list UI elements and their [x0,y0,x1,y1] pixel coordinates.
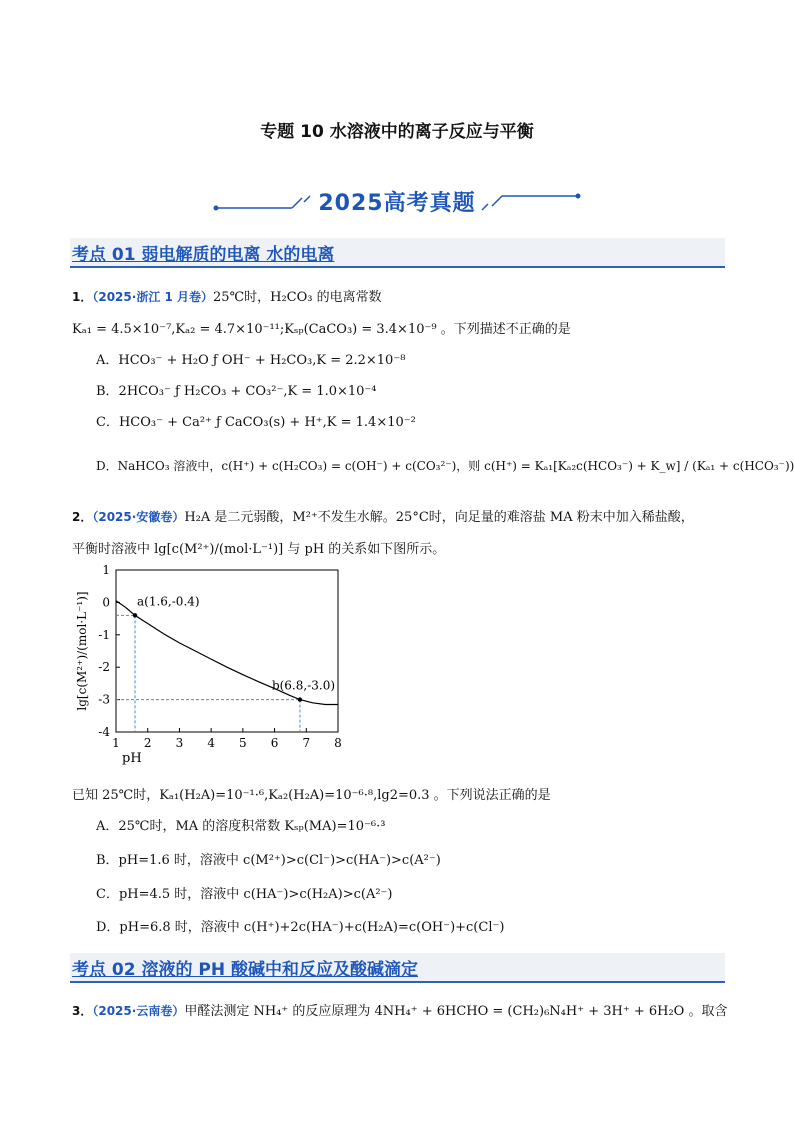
q3-stem [72,1000,727,1019]
section-title: 考点 01 弱电解质的电离 水的电离 [72,245,335,265]
x-tick-label: 6 [270,736,279,750]
question-source: （2025·安徽卷） [92,510,185,524]
q2-option-a: A．25℃时，MA 的溶度积常数 Kₛₚ(MA)=10⁻⁶·³ [96,819,386,834]
q2-stem-2: 平衡时溶液中 lg[c(M²⁺)/(mol·L⁻¹)] 与 pH 的关系如下图所示。 [72,542,446,557]
q1-option-d: D．NaHCO₃ 溶液中，c(H⁺) + c(H₂CO₃) = c(OH⁻) + c(CO₃²⁻)，则 c(H⁺) = Kₐ₁[Kₐ₂c(HCO₃⁻) + K_w] / (Kₐ₁ + c(HCO₃⁻)) [96,459,794,473]
q1-option-b: B．2HCO₃⁻ ƒ H₂CO₃ + CO₃²⁻,K = 1.0×10⁻⁴ [96,384,377,399]
x-axis-label: pH [122,751,142,766]
q1-stem-text: 25℃时，H₂CO₃ 的电离常数 [213,290,382,305]
banner-label: 2025高考真题 [318,191,476,216]
data-point [133,613,137,617]
q3-stem-text: 甲醛法测定 NH₄⁺ 的反应原理为 4NH₄⁺ + 6HCHO = (CH₂)₆N₄H⁺ + 3H⁺ + 6H₂O 。取含 [184,1004,728,1019]
question-source: （2025·云南卷） [92,1004,185,1018]
q2-stem-3: 已知 25℃时，Kₐ₁(H₂A)=10⁻¹·⁶,Kₐ₂(H₂A)=10⁻⁶·⁸,lg2=0.3 。下列说法正确的是 [72,788,551,803]
section-header-1 [70,238,725,268]
y-tick-label: 1 [102,563,110,577]
q1-option-a: A．HCO₃⁻ + H₂O ƒ OH⁻ + H₂CO₃,K = 2.2×10⁻⁸ [96,353,406,368]
question-number: 3． [72,1004,93,1018]
q2-option-c: C．pH=4.5 时，溶液中 c(HA⁻)>c(H₂A)>c(A²⁻) [96,887,393,902]
q2-option-b: B．pH=1.6 时，溶液中 c(M²⁺)>c(Cl⁻)>c(HA⁻)>c(A²⁻) [96,853,441,868]
q1-stem-2: Kₐ₁ = 4.5×10⁻⁷,Kₐ₂ = 4.7×10⁻¹¹;Kₛₚ(CaCO₃) = 3.4×10⁻⁹ 。下列描述不正确的是 [72,322,571,337]
q2-stem [72,506,694,525]
x-tick-label: 3 [175,736,184,750]
y-tick-label: -2 [98,660,110,675]
x-tick-label: 7 [302,736,311,750]
question-number: 2． [72,510,93,524]
x-tick-label: 8 [334,736,342,750]
q2-stem-text: H₂A 是二元弱酸，M²⁺不发生水解。25°C时，向足量的难溶盐 MA 粉末中加入稀盐酸， [184,510,694,525]
q1-option-c: C．HCO₃⁻ + Ca²⁺ ƒ CaCO₃(s) + H⁺,K = 1.4×10⁻² [96,415,416,430]
data-point [298,697,302,701]
q2-option-d: D．pH=6.8 时，溶液中 c(H⁺)+2c(HA⁻)+c(H₂A)=c(OH⁻)+c(Cl⁻) [96,920,505,935]
question-number: 1． [72,290,93,304]
x-tick-label: 1 [112,736,120,750]
section-header-2 [70,953,725,983]
q1-stem [72,286,382,305]
y-tick-label: -1 [98,627,110,642]
year-banner [212,182,582,222]
question-source: （2025·浙江 1 月卷） [92,290,214,304]
chart-svg [64,562,354,772]
x-tick-label: 2 [143,736,152,750]
point-label: a(1.6,-0.4) [137,594,200,609]
point-label: b(6.8,-3.0) [271,678,336,693]
section-title: 考点 02 溶液的 PH 酸碱中和反应及酸碱滴定 [72,960,419,980]
x-tick-label: 5 [239,736,247,750]
y-tick-label: 0 [102,595,110,610]
y-tick-label: -3 [98,692,110,707]
y-axis-label: lg[c(M²⁺)/(mol·L⁻¹)] [75,591,89,711]
y-tick-label: -4 [98,725,110,739]
x-tick-label: 4 [207,736,215,750]
page-title: 专题 10 水溶液中的离子反应与平衡 [260,122,534,142]
lg-m-vs-ph-chart [64,562,354,772]
